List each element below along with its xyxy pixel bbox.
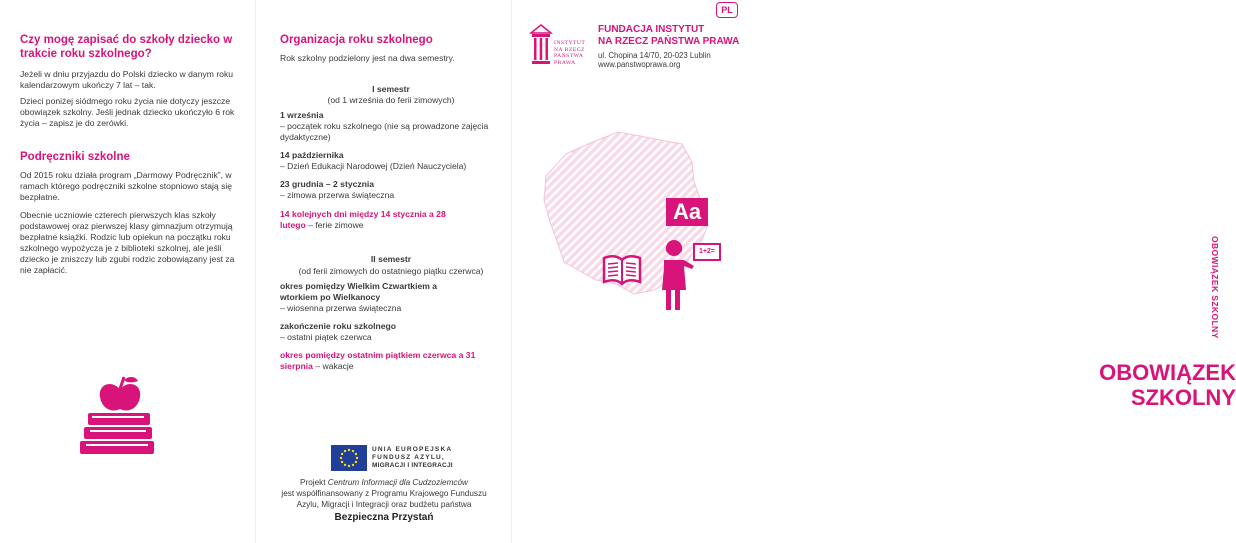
project-line-3: Azylu, Migracji i Integracji oraz budżetu państwa xyxy=(296,500,472,509)
eu-flag-icon xyxy=(331,445,367,471)
panel-right xyxy=(512,0,1236,543)
books-text-1: Od 2015 roku działa program „Darmowy Podręcznik”, w ramach którego podręczniki szkolne stopniowo stają się bezpłatne. xyxy=(20,170,233,202)
event-date: okres pomiędzy Wielkim Czwartkiem a wtorkiem po Wielkanocy xyxy=(280,281,438,302)
question-heading: Czy mogę zapisać do szkoły dziecko w trakcie roku szkolnego? xyxy=(20,34,233,60)
eu-star xyxy=(352,464,354,466)
event-date: zakończenie roku szkolnego xyxy=(280,321,397,331)
logo-line: PRAWA xyxy=(554,59,576,66)
event-winter-break xyxy=(280,209,460,231)
event-text: – zimowa przerwa świąteczna xyxy=(280,190,395,200)
question-answer-2: Dzieci poniżej siódmego roku życia nie dotyczy jeszcze obowiązek szkolny. Jeśli jednak dziecko ukończyło 6 rok życia – zapisz je do zerówki. xyxy=(20,96,235,128)
panel-left xyxy=(0,0,254,543)
org-website-link[interactable]: www.panstwoprawa.org xyxy=(598,60,681,69)
eu-star xyxy=(348,465,350,467)
books-heading: Podręczniki szkolne xyxy=(20,151,130,163)
event-text: – ferie zimowe xyxy=(305,220,364,230)
eu-star xyxy=(341,461,343,463)
event-text: – wiosenna przerwa świąteczna xyxy=(280,303,402,313)
eu-star xyxy=(348,449,350,451)
event-text: – wakacje xyxy=(312,361,354,371)
project-name-line: Bezpieczna Przystań xyxy=(334,512,434,523)
organization-heading: Organizacja roku szkolnego xyxy=(280,34,433,46)
eu-star xyxy=(355,453,357,455)
open-book-icon xyxy=(600,252,644,288)
title-line-2: SZKOLNY xyxy=(1130,385,1236,410)
column-logo-icon xyxy=(530,24,552,66)
eu-star xyxy=(356,457,358,459)
books-text-2: Obecnie uczniowie czterech pierwszych klas szkoły podstawowej oraz pierwszej klasy gimnazjum otrzymują bezpłatne książki. Rodzic lub opiekun na początku roku szkolnego wypożycza je z biblioteki szkolnej, ale jeśli dziecko je zniszczy lub zgubi rodzic zobowiązany jest za nie zapłacić. xyxy=(20,210,235,275)
eu-line-3: MIGRACJI I INTEGRACJI xyxy=(372,462,453,469)
project-line-2: jest współfinansowany z Programu Krajowego Funduszu xyxy=(281,489,487,498)
eu-star xyxy=(341,453,343,455)
event-date: 23 grudnia – 2 stycznia xyxy=(280,179,375,189)
logo-wordmark xyxy=(554,40,594,66)
eu-star xyxy=(344,450,346,452)
logo-line: NA RZECZ xyxy=(554,46,585,53)
event-date: 14 kolejnych dni między 14 stycznia a 28 lutego xyxy=(280,209,446,230)
event-summer-break xyxy=(280,350,490,372)
project-name: Centrum Informacji dla Cudzoziemców xyxy=(327,478,468,487)
event-date: okres pomiędzy ostatnim piątkiem czerwca a 31 sierpnia xyxy=(280,350,476,371)
org-address[interactable]: ul. Chopina 14/70, 20-023 Lublin xyxy=(598,51,711,60)
side-vertical-label: OBOWIĄZEK SZKOLNY xyxy=(1210,236,1220,339)
event-date: 1 września xyxy=(280,110,324,120)
title-line-1: OBOWIĄZEK xyxy=(1099,360,1236,385)
brochure-title xyxy=(1090,360,1236,410)
semester-2-title: II semestr xyxy=(370,254,412,264)
board-equation: 1+2= xyxy=(699,248,715,255)
project-prefix: Projekt xyxy=(300,478,328,487)
question-answer-1: Jeżeli w dniu przyjazdu do Polski dziecko w danym roku kalendarzowym ukończy 7 lat – tak. xyxy=(20,69,234,90)
event-text: – ostatni piątek czerwca xyxy=(280,332,372,342)
panel-middle xyxy=(256,0,512,543)
language-badge[interactable]: PL xyxy=(716,2,738,18)
apple-books-icon xyxy=(80,373,160,455)
semester-1-title: I semestr xyxy=(372,84,410,94)
event-text: – Dzień Edukacji Narodowej (Dzień Nauczyciela) xyxy=(280,161,467,171)
eu-line-2: FUNDUSZ AZYLU, xyxy=(372,454,445,461)
event-text: – początek roku szkolnego (nie są prowadzone zajęcia dydaktyczne) xyxy=(280,121,489,142)
logo-line: INSTYTUT xyxy=(554,40,586,46)
eu-star xyxy=(352,450,354,452)
eu-line-1: UNIA EUROPEJSKA xyxy=(372,446,453,453)
org-name-line-2: NA RZECZ PAŃSTWA PRAWA xyxy=(598,36,740,47)
alphabet-aa-icon: Aa xyxy=(666,198,708,226)
event-date: 14 października xyxy=(280,150,344,160)
org-name-line-1: FUNDACJA INSTYTUT xyxy=(598,24,705,35)
semester-2-range: (od ferii zimowych do ostatniego piątku czerwca) xyxy=(298,266,484,276)
eu-star xyxy=(344,464,346,466)
eu-star xyxy=(340,457,342,459)
project-line-1 xyxy=(266,477,502,488)
logo-line: PAŃSTWA xyxy=(554,53,584,59)
organization-intro: Rok szkolny podzielony jest na dwa semestry. xyxy=(280,53,455,63)
semester-1-range: (od 1 września do ferii zimowych) xyxy=(327,95,455,105)
eu-star xyxy=(355,461,357,463)
